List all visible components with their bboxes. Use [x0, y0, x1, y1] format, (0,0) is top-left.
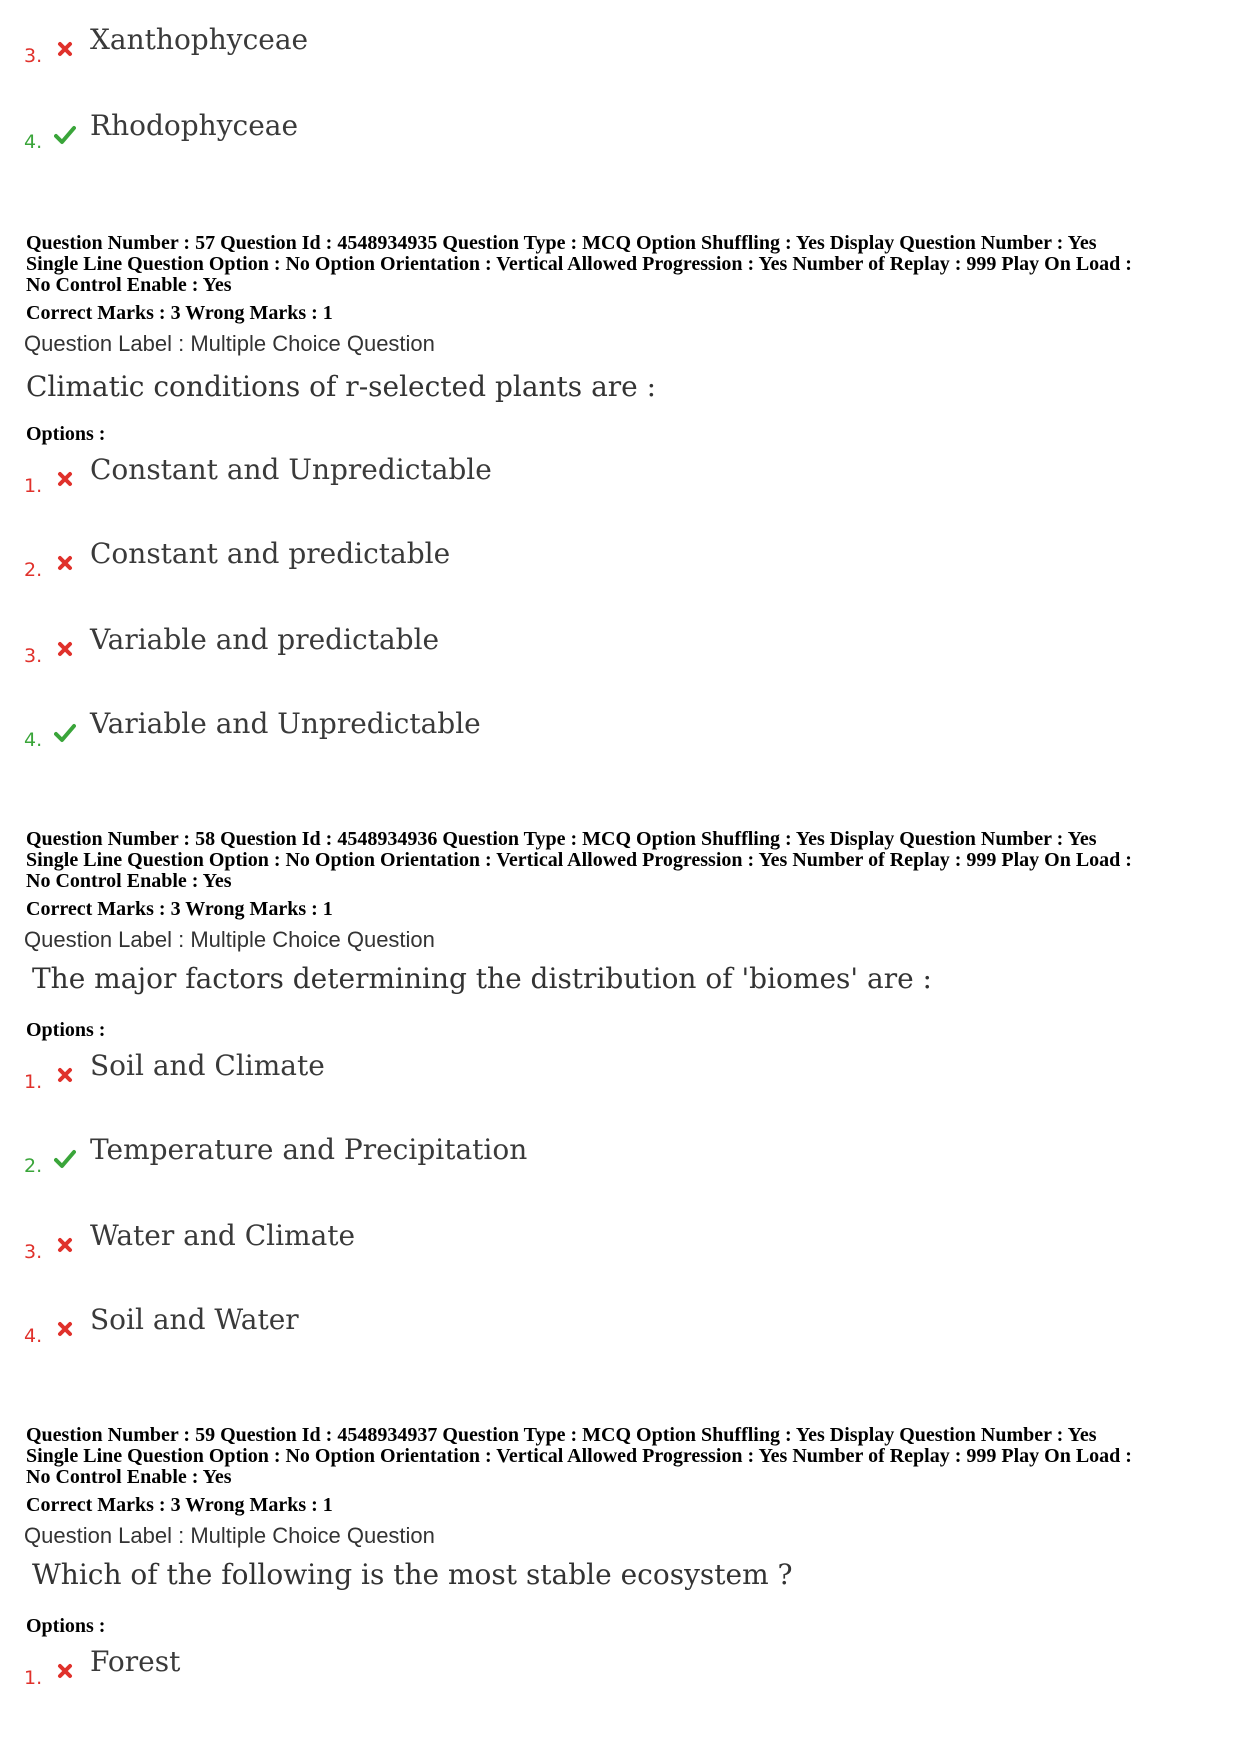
option-text: Xanthophyceae — [90, 23, 309, 56]
question-meta: Question Number : 59 Question Id : 4548934937 Question Type : MCQ Option Shuffling : Yes Display Question Number : Yes Single Line Question Option : No Option Orientation : Vertical Allowed Progression : Yes Number of Replay : 999 Play On Load : No Control Enable : Yes — [26, 1424, 1132, 1488]
check-icon — [54, 722, 76, 744]
cross-icon — [54, 1064, 76, 1086]
option-number: 2. — [24, 559, 43, 581]
question-label: Question Label : Multiple Choice Question — [24, 331, 435, 356]
marks-line: Correct Marks : 3 Wrong Marks : 1 — [26, 1494, 333, 1516]
option-number: 3. — [24, 645, 43, 667]
option-text: Forest — [90, 1645, 181, 1678]
question-text: The major factors determining the distribution of 'biomes' are : — [32, 962, 932, 995]
question-meta: Question Number : 57 Question Id : 4548934935 Question Type : MCQ Option Shuffling : Yes Display Question Number : Yes Single Line Question Option : No Option Orientation : Vertical Allowed Progression : Yes Number of Replay : 999 Play On Load : No Control Enable : Yes — [26, 232, 1132, 296]
option-number: 4. — [24, 131, 43, 153]
option-text: Constant and predictable — [90, 537, 451, 570]
question-label: Question Label : Multiple Choice Question — [24, 1523, 435, 1548]
options-label: Options : — [26, 1615, 106, 1637]
question-meta: Question Number : 58 Question Id : 4548934936 Question Type : MCQ Option Shuffling : Yes Display Question Number : Yes Single Line Question Option : No Option Orientation : Vertical Allowed Progression : Yes Number of Replay : 999 Play On Load : No Control Enable : Yes — [26, 828, 1132, 892]
options-label: Options : — [26, 1019, 106, 1041]
cross-icon — [54, 38, 76, 60]
option-text: Temperature and Precipitation — [90, 1133, 528, 1166]
cross-icon — [54, 1660, 76, 1682]
option-number: 4. — [24, 729, 43, 751]
option-text: Soil and Climate — [90, 1049, 325, 1082]
check-icon — [54, 124, 76, 146]
check-icon — [54, 1148, 76, 1170]
option-number: 1. — [24, 1667, 43, 1689]
question-label: Question Label : Multiple Choice Question — [24, 927, 435, 952]
option-number: 4. — [24, 1325, 43, 1347]
cross-icon — [54, 552, 76, 574]
option-number: 3. — [24, 1241, 43, 1263]
cross-icon — [54, 468, 76, 490]
cross-icon — [54, 1318, 76, 1340]
options-label: Options : — [26, 423, 106, 445]
cross-icon — [54, 638, 76, 660]
question-text: Climatic conditions of r-selected plants are : — [26, 370, 657, 403]
option-text: Variable and predictable — [90, 623, 440, 656]
marks-line: Correct Marks : 3 Wrong Marks : 1 — [26, 898, 333, 920]
option-number: 2. — [24, 1155, 43, 1177]
marks-line: Correct Marks : 3 Wrong Marks : 1 — [26, 302, 333, 324]
option-number: 1. — [24, 475, 43, 497]
option-text: Variable and Unpredictable — [90, 707, 481, 740]
question-text: Which of the following is the most stable ecosystem ? — [32, 1558, 793, 1591]
cross-icon — [54, 1234, 76, 1256]
option-text: Soil and Water — [90, 1303, 299, 1336]
option-number: 1. — [24, 1071, 43, 1093]
option-text: Rhodophyceae — [90, 109, 299, 142]
option-number: 3. — [24, 45, 43, 67]
option-text: Water and Climate — [90, 1219, 356, 1252]
option-text: Constant and Unpredictable — [90, 453, 492, 486]
